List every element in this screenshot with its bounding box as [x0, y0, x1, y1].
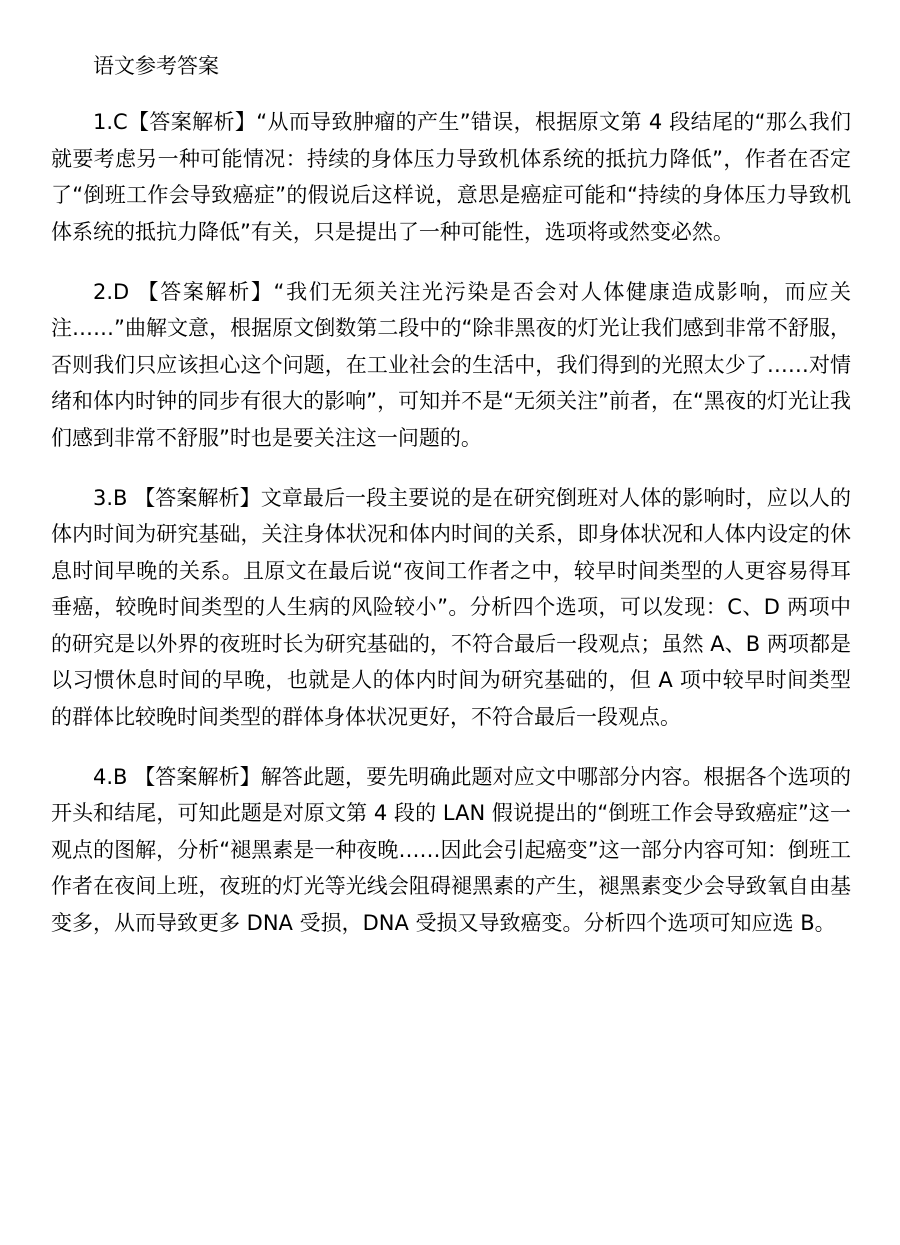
answer-3: 3.B 【答案解析】文章最后一段主要说的是在研究倒班对人体的影响时，应以人的体内时间为研究基础，关注身体状况和体内时间的关系，即身体状况和人体内设定的休息时间早晚的关系。且原文在最后说“夜间工作者之中，较早时间类型的人更容易得耳垂癌，较晚时间类型的人生病的风险较小”。分析四个选项，可以发现：C、D 两项中的研究是以外界的夜班时长为研究基础的，不符合最后一段观点；虽然 A、B 两项都是以习惯休息时间的早晚，也就是人的体内时间为研究基础的，但 A 项中较早时间类型的群体比较晚时间类型的群体身体状况更好，不符合最后一段观点。 — [51, 486, 851, 729]
document-title: 语文参考答案 — [93, 54, 219, 78]
answer-2: 2.D 【答案解析】“我们无须关注光污染是否会对人体健康造成影响，而应关注……”曲解文意，根据原文倒数第二段中的“除非黑夜的灯光让我们感到非常不舒服，否则我们只应该担心这个问题，在工业社会的生活中，我们得到的光照太少了……对情绪和体内时钟的同步有很大的影响”，可知并不是“无须关注”前者，在“黑夜的灯光让我们感到非常不舒服”时也是要关注这一问题的。 — [51, 280, 851, 450]
answer-4: 4.B 【答案解析】解答此题，要先明确此题对应文中哪部分内容。根据各个选项的开头和结尾，可知此题是对原文第 4 段的 LAN 假说提出的“倒班工作会导致癌症”这一观点的图解，分析“褪黑素是一种夜晚……因此会引起癌变”这一部分内容可知：倒班工作者在夜间上班，夜班的灯光等光线会阻碍褪黑素的产生，褪黑素变少会导致氧自由基变多，从而导致更多 DNA 受损，DNA 受损又导致癌变。分析四个选项可知应选 B。 — [51, 764, 851, 935]
answer-1: 1.C【答案解析】“从而导致肿瘤的产生”错误，根据原文第 4 段结尾的“那么我们就要考虑另一种可能情况：持续的身体压力导致机体系统的抵抗力降低”，作者在否定了“倒班工作会导致癌症”的假说后这样说，意思是癌症可能和“持续的身体压力导致机体系统的抵抗力降低”有关，只是提出了一种可能性，选项将或然变必然。 — [51, 110, 851, 244]
answer-document — [51, 48, 851, 965]
